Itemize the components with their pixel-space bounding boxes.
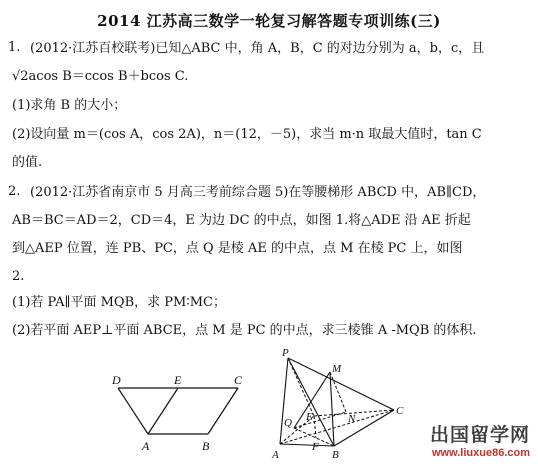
problem-2-line-6: (2)若平面 AEP⊥平面 ABCE，点 M 是 PC 的中点，求三棱锥 A -MQB 的体积. [12, 323, 477, 338]
problem-1-number: 1. [8, 40, 21, 55]
segment-ae [148, 388, 178, 434]
label-n: N [348, 413, 356, 425]
page-title: 2014 江苏高三数学一轮复习解答题专项训练(三) [97, 12, 441, 30]
problem-1-line-1: (2012·江苏百校联考)已知△ABC 中，角 A，B，C 的对边分别为 a，b，c，且 [30, 41, 485, 56]
edge-pe [288, 358, 314, 416]
problem-2-line-3: 到△AEP 位置，连 PB、PC，点 Q 是棱 AE 的中点，点 M 在棱 PC 上，如图 [12, 241, 463, 256]
segment-bc [208, 388, 238, 434]
watermark-site-name: 出国留学网 [429, 424, 530, 446]
label-e: E [174, 373, 182, 387]
figure-1-trapezoid [110, 372, 250, 462]
label-c: C [234, 373, 243, 387]
label-q: Q [284, 417, 292, 429]
problem-1-line-5: 的值. [12, 155, 43, 170]
label-p: P [282, 347, 289, 359]
problem-2-line-4: 2. [12, 269, 25, 284]
label-e2: E [306, 411, 313, 423]
problem-2-line-1: (2012·江苏省南京市 5 月高三考前综合题 5)在等腰梯形 ABCD 中，AB∥CD， [30, 185, 486, 200]
edge-mn [330, 372, 346, 412]
edge-ef [314, 416, 316, 438]
label-f: F [312, 441, 319, 453]
watermark [430, 420, 530, 459]
segment-da [118, 388, 148, 434]
figure-2-pyramid [262, 346, 412, 461]
edge-ab [280, 444, 334, 446]
label-b: B [202, 439, 210, 453]
edge-pa [280, 358, 288, 444]
watermark-url: www.liuxue86.com [431, 447, 530, 459]
label-a2: A [272, 449, 279, 461]
edge-bc [334, 410, 394, 446]
label-b2: B [332, 449, 339, 461]
label-m: M [332, 363, 342, 375]
edge-ac [280, 410, 394, 444]
problem-2-line-5: (1)若 PA∥平面 MQB，求 PM∶MC； [12, 295, 226, 310]
problem-2-line-2: AB＝BC＝AD＝2，CD＝4，E 为边 DC 的中点，如图 1.将△ADE 沿 AE 折起 [12, 213, 471, 228]
label-a: A [142, 439, 150, 453]
problem-1-line-3: (1)求角 B 的大小； [12, 98, 127, 113]
problem-2-number: 2. [8, 184, 21, 199]
label-d: D [112, 373, 121, 387]
edge-qn [294, 412, 346, 428]
problem-1-line-2: √2acos B＝ccos B＋bcos C. [12, 69, 189, 84]
label-c2: C [396, 405, 404, 417]
problem-1-line-4: (2)设向量 m＝(cos A，cos 2A)，n＝(12，－5)，求当 m·n 取最大值时，tan C [12, 127, 482, 142]
edge-mb [330, 372, 334, 446]
